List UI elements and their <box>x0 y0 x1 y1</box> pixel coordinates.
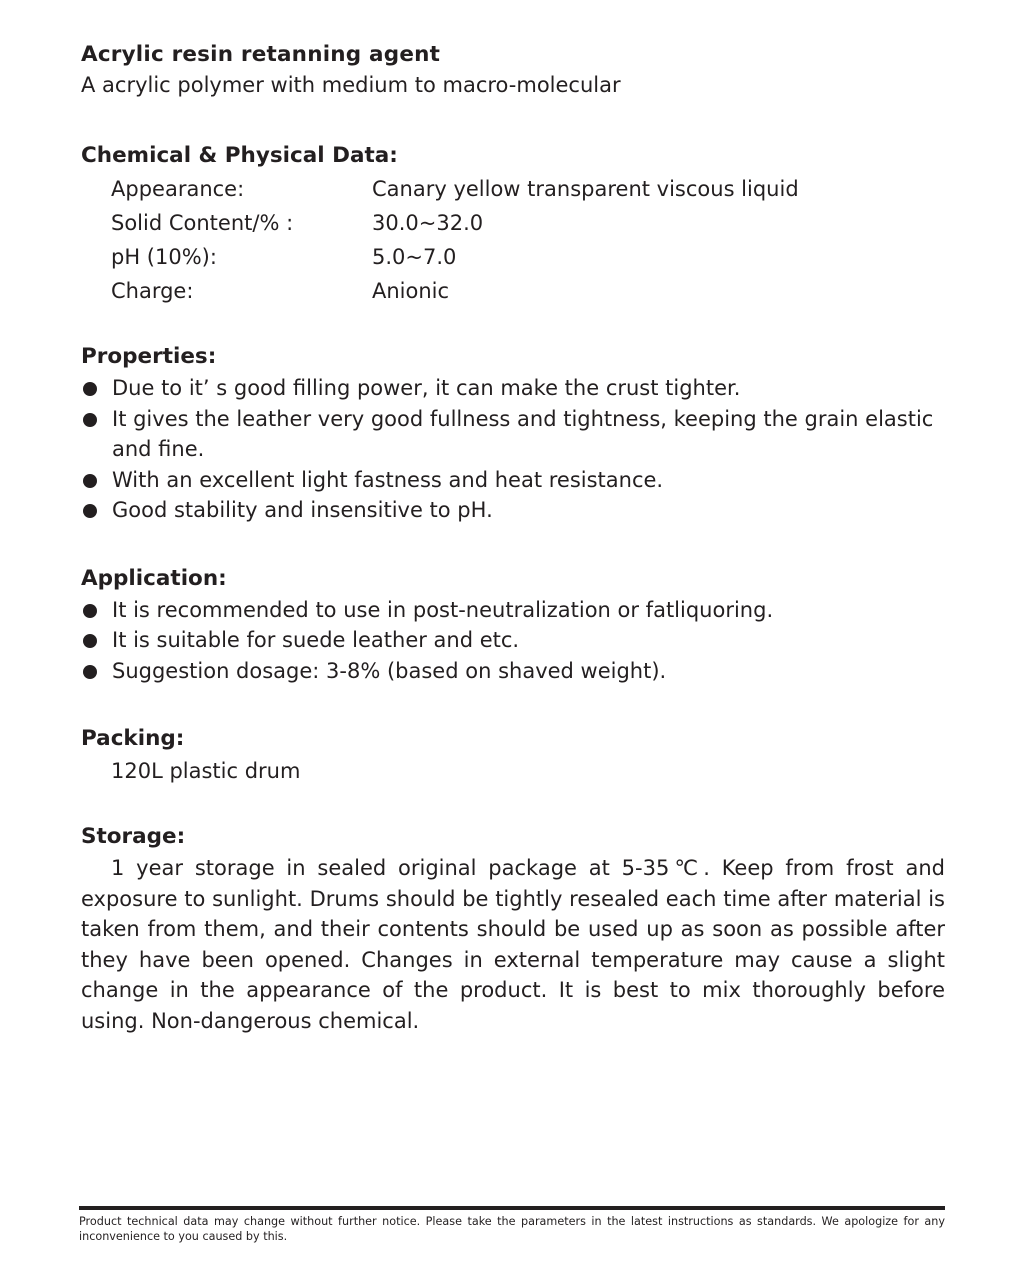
list-item <box>81 465 945 496</box>
section-heading-application: Application: <box>81 565 227 591</box>
data-row-ph <box>111 240 945 274</box>
chemical-physical-section <box>81 140 945 308</box>
bullet-icon <box>83 504 97 518</box>
bullet-icon <box>83 382 97 396</box>
data-label: pH (10%): <box>111 245 217 269</box>
section-heading-properties: Properties: <box>81 344 217 369</box>
list-item-text: Good stability and insensitive to pH. <box>112 498 493 522</box>
data-row-appearance <box>111 172 945 206</box>
product-title: Acrylic resin retanning agent <box>81 42 441 67</box>
properties-list <box>81 373 945 526</box>
list-item-text: It gives the leather very good fullness and tightness, keeping the grain elastic and fine. <box>112 406 934 461</box>
list-item <box>81 404 945 465</box>
list-item <box>81 495 945 526</box>
product-subtitle: A acrylic polymer with medium to macro-molecular <box>81 73 621 97</box>
list-item <box>81 373 945 404</box>
data-label: Appearance: <box>111 177 245 201</box>
list-item-text: With an excellent light fastness and heat resistance. <box>112 467 664 492</box>
section-heading-chemical-physical: Chemical & Physical Data: <box>81 143 398 168</box>
list-item-text: It is suitable for suede leather and etc. <box>112 628 520 652</box>
data-value: Anionic <box>372 279 450 303</box>
data-label: Charge: <box>111 279 194 303</box>
bullet-icon <box>83 474 97 488</box>
packing-section <box>81 723 945 787</box>
storage-paragraph: 1 year storage in sealed original package at 5-35℃. Keep from frost and exposure to sunlight. Drums should be tightly resealed each time after material is taken from them, and their contents should be used up as soon as possible after they have been opened. Changes in external temperature may cause a slight change in the appearance of the product. It is best to mix thoroughly before using. Non-dangerous chemical. <box>81 856 945 1033</box>
properties-section <box>81 341 945 526</box>
bullet-icon <box>83 665 97 679</box>
data-value: 5.0~7.0 <box>372 245 457 269</box>
bullet-icon <box>83 634 97 648</box>
bullet-icon <box>83 413 97 427</box>
document-body <box>81 40 945 1037</box>
data-label: Solid Content/% : <box>111 211 294 235</box>
application-section <box>81 563 945 687</box>
footer-divider <box>79 1206 945 1210</box>
footer-disclaimer: Product technical data may change without further notice. Please take the parameters in the latest instructions as standards. We apologize for any inconvenience to you caused by this. <box>79 1215 945 1243</box>
data-value: Canary yellow transparent viscous liquid <box>372 177 799 201</box>
section-heading-storage: Storage: <box>81 824 186 849</box>
list-item-text: Due to it’ s good filling power, it can make the crust tighter. <box>112 376 741 400</box>
list-item-text: It is recommended to use in post-neutralization or fatliquoring. <box>112 597 774 622</box>
data-value: 30.0~32.0 <box>372 211 484 235</box>
storage-section <box>81 821 945 1037</box>
data-row-solid-content <box>111 206 945 240</box>
list-item <box>81 625 945 656</box>
application-list <box>81 595 945 687</box>
list-item-text: Suggestion dosage: 3-8% (based on shaved weight). <box>112 658 667 683</box>
bullet-icon <box>83 604 97 618</box>
data-row-charge <box>111 274 945 308</box>
section-heading-packing: Packing: <box>81 726 185 751</box>
chemical-physical-table <box>111 172 945 308</box>
list-item <box>81 656 945 687</box>
list-item <box>81 595 945 626</box>
packing-text: 120L plastic drum <box>111 759 301 783</box>
